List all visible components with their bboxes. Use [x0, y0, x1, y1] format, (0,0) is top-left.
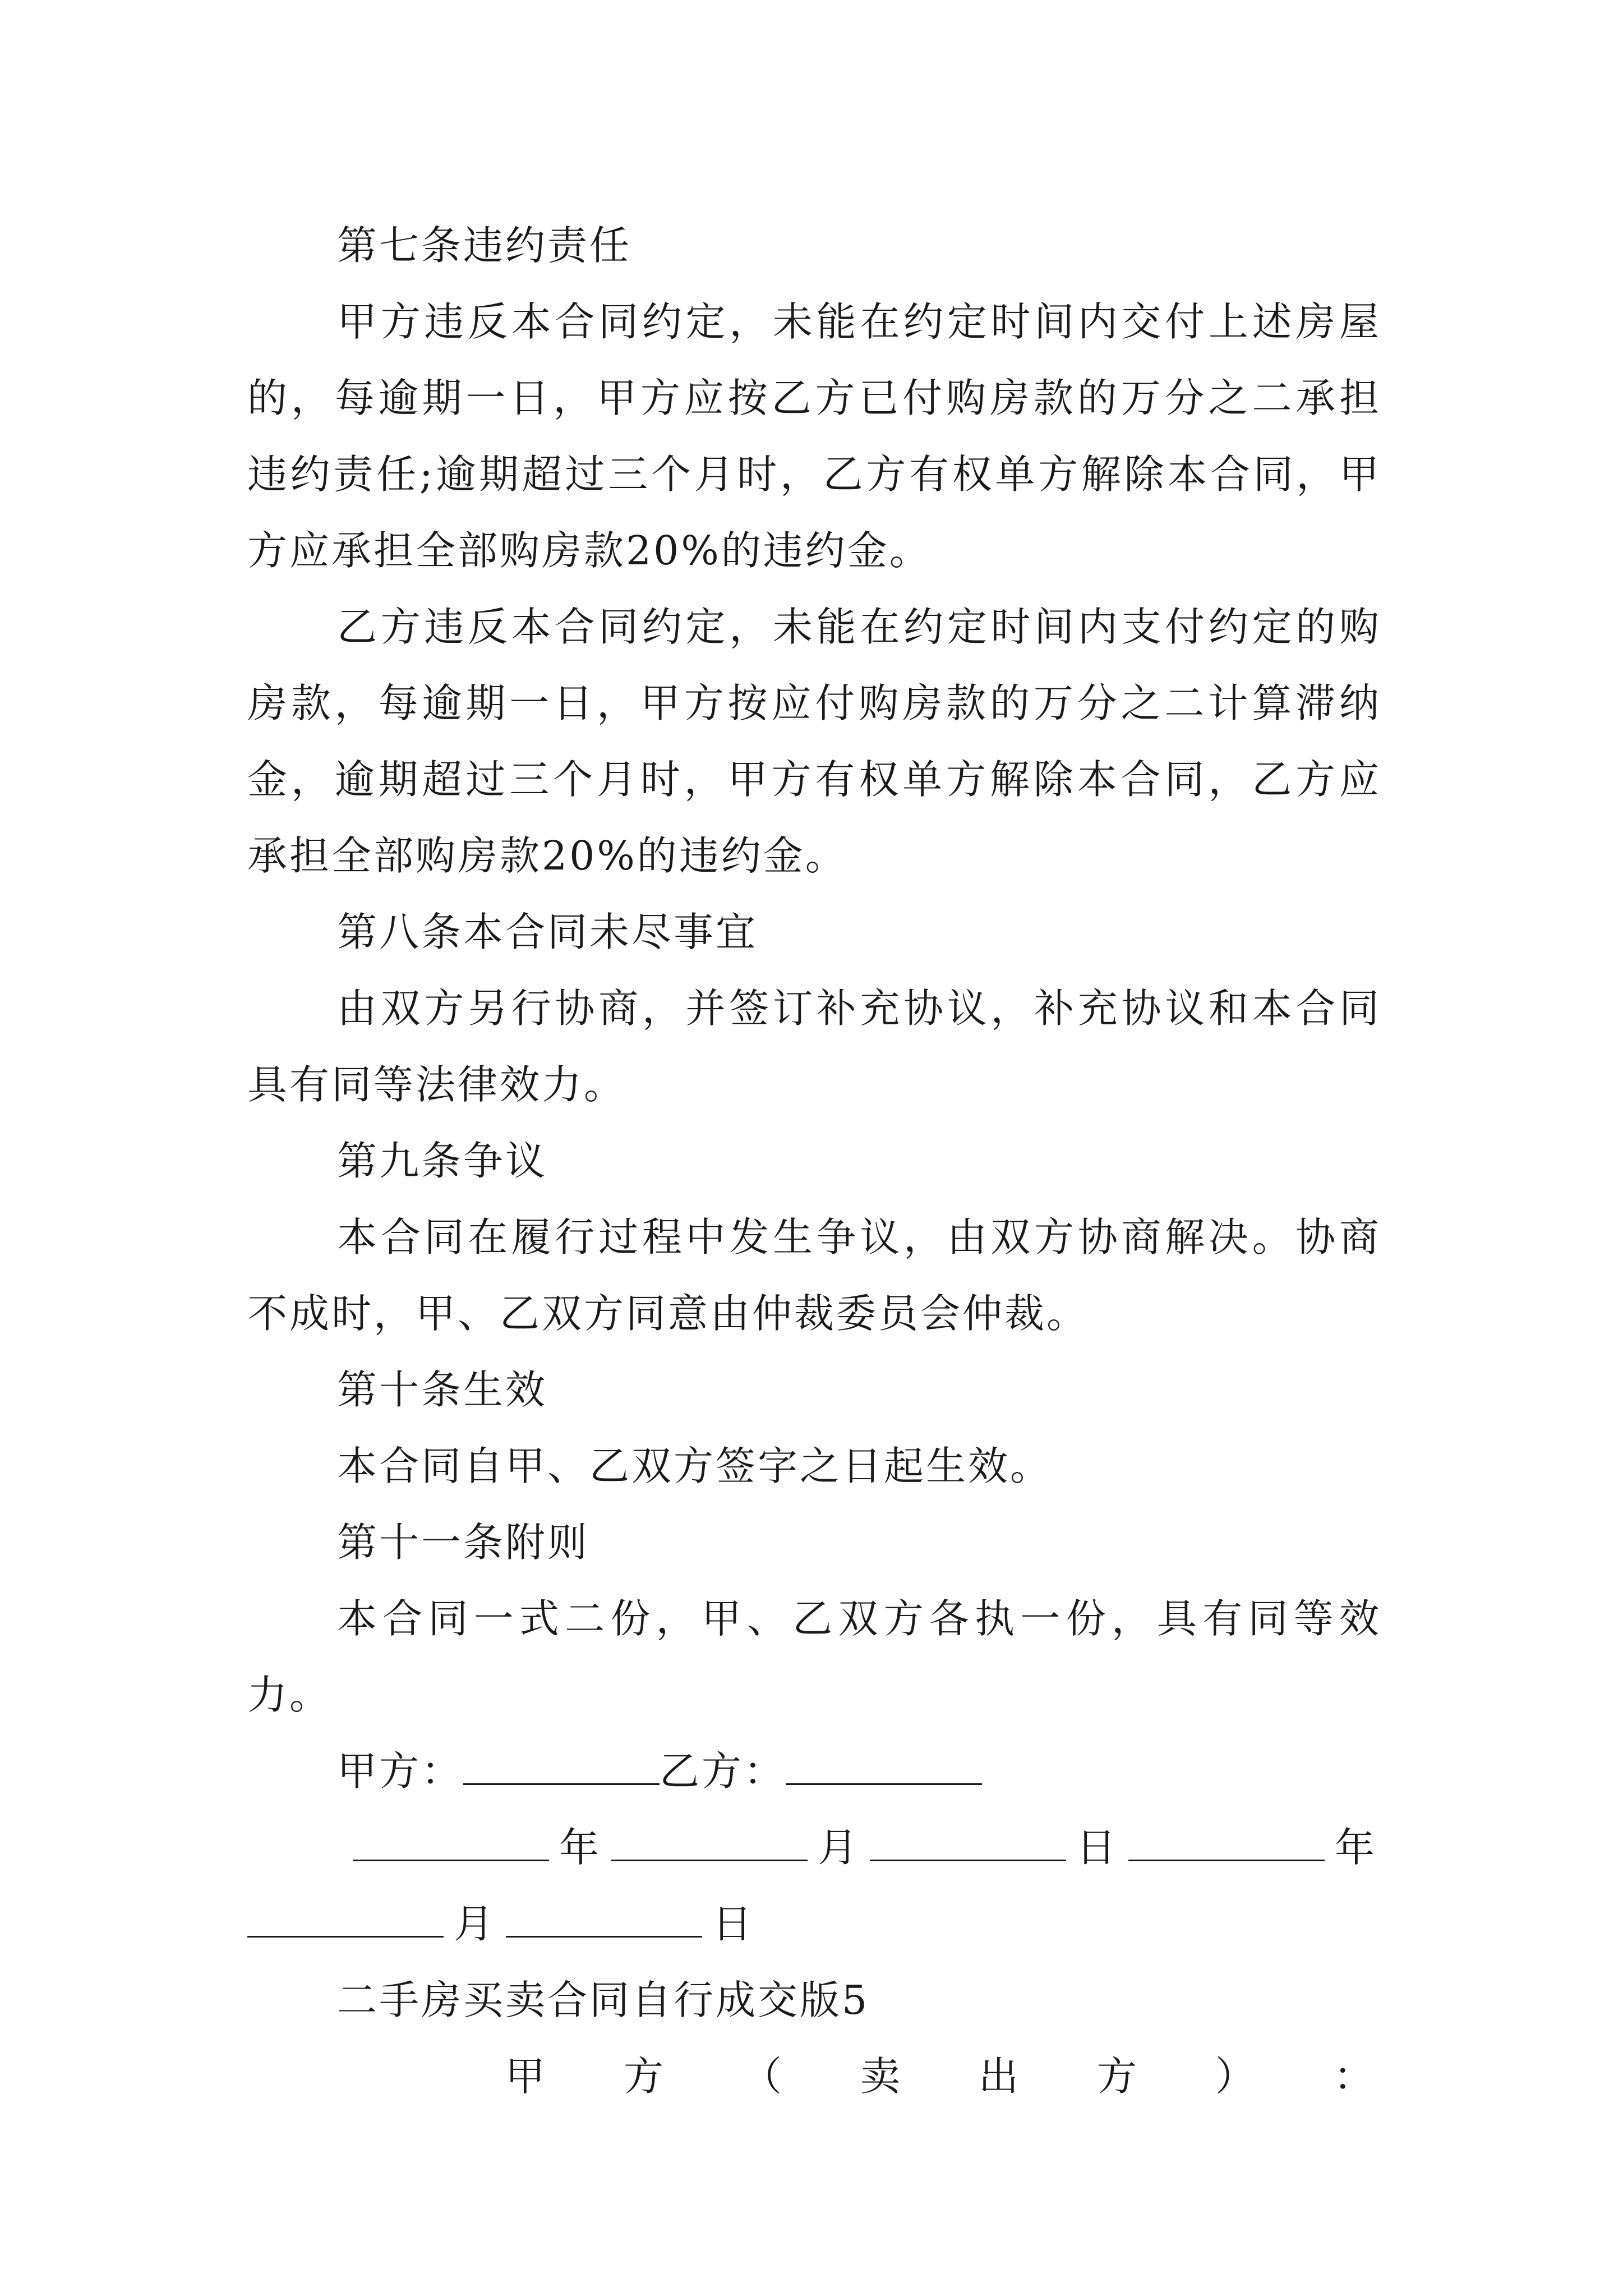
seller-char-1: 甲 — [505, 2053, 548, 2100]
seller-char-5: 出 — [978, 2053, 1021, 2100]
date-line-1 — [247, 1810, 1381, 1886]
party-a-month-blank — [611, 1826, 808, 1861]
day-label-a: 日 — [1076, 1824, 1119, 1871]
article-7-paragraph-1: 甲方违反本合同约定，未能在约定时间内交付上述房屋的，每逾期一日，甲方应按乙方已付购房款的万分之二承担违约责任;逾期超过三个月时，乙方有权单方解除本合同，甲方应承担全部购房款20%的违约金。 — [247, 298, 1381, 574]
party-b-month-blank — [247, 1902, 444, 1938]
article-7-title: 第七条违约责任 — [337, 222, 632, 269]
article-11-title: 第十一条附则 — [337, 1519, 590, 1566]
party-b-label: 乙方： — [660, 1748, 786, 1795]
party-a-seller-line — [247, 2039, 1381, 2115]
party-b-signature-blank — [786, 1750, 982, 1785]
day-label-b: 日 — [712, 1901, 755, 1947]
party-b-day-blank — [506, 1902, 702, 1938]
article-11-paragraph: 本合同一式二份，甲、乙双方各执一份，具有同等效力。 — [247, 1595, 1381, 1718]
article-8-paragraph: 由双方另行协商，并签订补充协议，补充协议和本合同具有同等法律效力。 — [247, 985, 1381, 1108]
party-a-day-blank — [870, 1826, 1066, 1861]
year-label-a: 年 — [559, 1824, 602, 1871]
month-label-b: 月 — [454, 1901, 496, 1947]
seller-char-2: 方 — [623, 2053, 666, 2100]
seller-char-7: ） — [1215, 2053, 1257, 2100]
seller-char-3: （ — [741, 2053, 784, 2100]
next-document-title: 二手房买卖合同自行成交版5 — [337, 1977, 870, 2023]
seller-char-6: 方 — [1096, 2053, 1139, 2100]
party-a-signature-blank — [463, 1750, 660, 1785]
article-8-title: 第八条本合同未尽事宜 — [337, 909, 758, 955]
article-7-paragraph-2: 乙方违反本合同约定，未能在约定时间内支付约定的购房款，每逾期一日，甲方按应付购房款的万分之二计算滞纳金，逾期超过三个月时，甲方有权单方解除本合同，乙方应承担全部购房款20%的违约金。 — [247, 604, 1381, 879]
article-9-paragraph: 本合同在履行过程中发生争议，由双方协商解决。协商不成时，甲、乙双方同意由仲裁委员会仲裁。 — [247, 1214, 1381, 1337]
seller-char-8: ： — [1333, 2053, 1376, 2100]
party-a-year-blank — [353, 1826, 549, 1861]
date-line-2 — [247, 1886, 1381, 1962]
article-10-paragraph: 本合同自甲、乙双方签字之日起生效。 — [337, 1443, 1053, 1489]
article-9-title: 第九条争议 — [337, 1138, 548, 1184]
month-label-a: 月 — [818, 1824, 860, 1871]
party-b-year-blank — [1128, 1826, 1325, 1861]
document-body — [247, 208, 1381, 2115]
seller-char-4: 卖 — [860, 2053, 902, 2100]
party-a-label: 甲方： — [337, 1748, 464, 1795]
year-label-b: 年 — [1335, 1824, 1377, 1871]
article-10-title: 第十条生效 — [337, 1366, 548, 1413]
signature-line — [247, 1733, 1381, 1810]
